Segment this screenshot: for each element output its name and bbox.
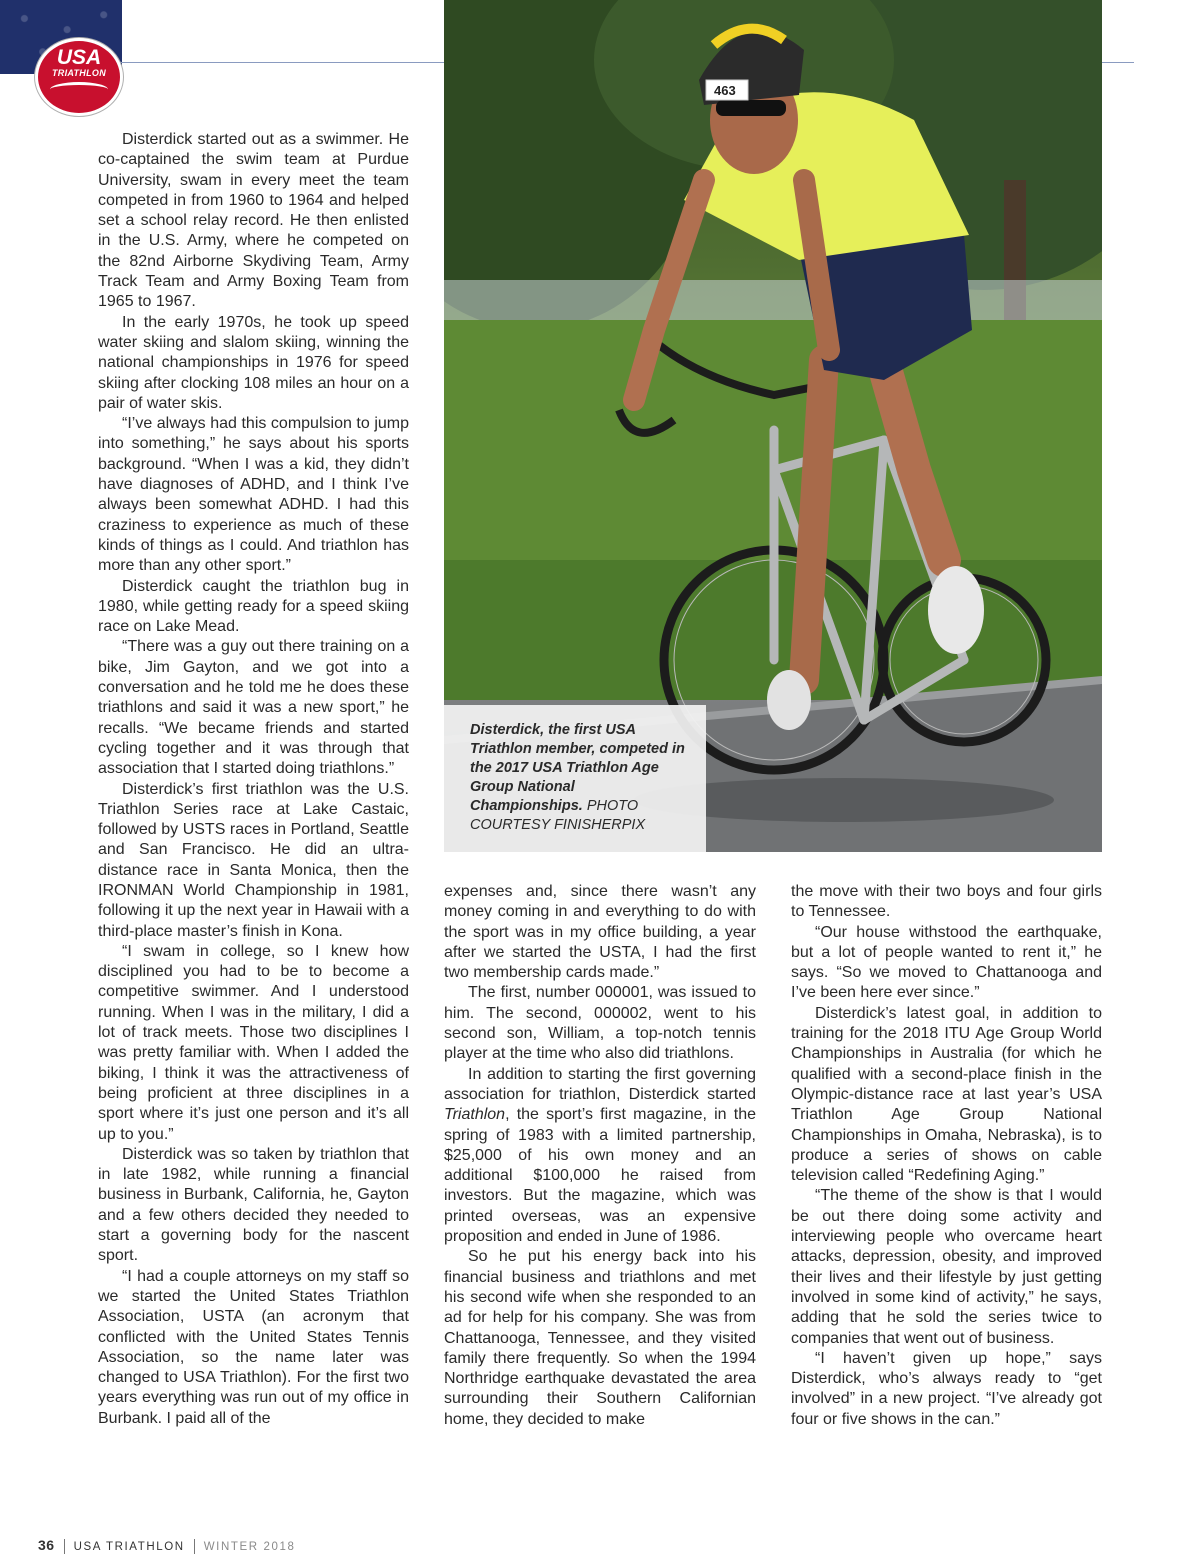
paragraph: Disterdick’s first triathlon was the U.S. Triathlon Series race at Lake Castaic, followed by USTS races in Portland, Seattle and San Francisco. He did an ultra-distance race in Santa Monica, then the IRONMAN World Championship in 1981, following it up the next year in Hawaii with a third-place master’s finish in Kona. — [98, 780, 409, 940]
issue-date: WINTER 2018 — [203, 1541, 296, 1553]
magazine-title: Triathlon — [444, 1106, 506, 1124]
caption-text: Disterdick, the first USA Triathlon member, competed in the 2017 USA Triathlon Age Group National Championships. — [470, 722, 685, 814]
paragraph: Disterdick’s latest goal, in addition to training for the 2018 ITU Age Group World Championships in Australia (for which he qualified with a second-place finish in the Olympic-distance race at last year’s USA Triathlon Age Group National Championships in Omaha, Nebraska), is to produce a series of shows on cable television called “Redefining Aging.” — [791, 1004, 1102, 1185]
race-bib-number: 463 — [714, 83, 736, 98]
photo-caption — [444, 705, 706, 852]
footer-divider — [64, 1539, 65, 1554]
usa-triathlon-logo — [35, 38, 123, 116]
header-rule-left — [117, 62, 444, 63]
paragraph: “There was a guy out there training on a bike, Jim Gayton, and we got into a conversation and he told me he does these triathlons and said it was a new sport,” he recalls. “We became friends and started cycling together and it was through that association that I started doing triathlons.” — [98, 638, 409, 778]
paragraph: Disterdick caught the triathlon bug in 1980, while getting ready for a speed skiing race on Lake Mead. — [98, 577, 409, 636]
paragraph: “I haven’t given up hope,” says Disterdick, who’s always ready to “get involved” in a new project. “I’ve already got four or five shows in the can.” — [791, 1349, 1102, 1428]
paragraph: “I swam in college, so I knew how disciplined you had to be to become a competitive swimmer. And I understood running. When I was in the military, I did a lot of track meets. Those two disciplines I was pretty familiar with. When I added the biking, I think it was the attractiveness of being proficient at three disciplines in a sport where it’s just one person and it’s all up to you.” — [98, 942, 409, 1143]
paragraph: “I had a couple attorneys on my staff so we started the United States Triathlon Association, USTA (an acronym that conflicted with the United States Tennis Association, so the name later was changed to USA Triathlon). For the first two years everything was run out of my office in Burbank. I paid all of the — [98, 1267, 409, 1427]
paragraph: “Our house withstood the earthquake, but a lot of people wanted to rent it,” he says. “So we moved to Chattanooga and I’ve been here ever since.” — [791, 923, 1102, 1002]
paragraph: In the early 1970s, he took up speed water skiing and slalom skiing, winning the national championships in 1976 for speed skiing after clocking 108 miles an hour on a pair of water skis. — [98, 313, 409, 412]
page-footer — [38, 1537, 295, 1554]
header-rule-right — [1102, 62, 1134, 63]
logo-text-usa: USA — [56, 46, 102, 69]
paragraph-continued: expenses and, since there wasn’t any money coming in and everything to do with the sport was in my office building, a year after we started the USTA, I had the first two membership cards made.” — [444, 883, 756, 982]
page-number: 36 — [38, 1537, 55, 1553]
paragraph: “The theme of the show is that I would be out there doing some activity and interviewing people who overcame heart attacks, depression, obesity, and improved their lives and their lifestyle by just getting involved in some kind of activity,” he says, adding that he sold the series twice to companies that went out of business. — [791, 1187, 1102, 1347]
footer-divider — [194, 1539, 195, 1554]
paragraph: “I’ve always had this compulsion to jump into something,” he says about his sports background. “When I was a kid, they didn’t have diagnoses of ADHD, and I think I’ve always been somewhat ADHD. I had this craziness to experience as much of these kinds of things as I could. And triathlon has more than any other sport.” — [98, 415, 409, 575]
paragraph: Disterdick was so taken by triathlon that in late 1982, while running a financial business in Burbank, California, he, Gayton and a few others decided they needed to start a governing body for the nascent sport. — [98, 1145, 409, 1265]
magazine-name: USA TRIATHLON — [73, 1541, 185, 1553]
caption-credit: PHOTO COURTESY FINISHERPIX — [470, 798, 646, 833]
paragraph-text: , the sport’s first magazine, in the spring of 1983 with a limited partnership, $25,000 of his own money and an additional $100,000 he raised from investors. But the magazine, which was printed overseas, was an expensive proposition and ended in June of 1986. — [444, 1106, 756, 1246]
paragraph-continued: the move with their two boys and four girls to Tennessee. — [791, 883, 1102, 921]
article-column-3 — [791, 882, 1102, 1430]
paragraph: The first, number 000001, was issued to him. The second, 000002, went to his second son, William, a top-notch tennis player at the time who also did triathlons. — [444, 984, 756, 1063]
logo-text-triathlon: TRIATHLON — [51, 68, 107, 78]
article-column-2 — [444, 882, 756, 1430]
paragraph-text: In addition to starting the first governing association for triathlon, Disterdick started — [444, 1065, 756, 1103]
paragraph — [444, 1065, 756, 1248]
paragraph: So he put his energy back into his financial business and triathlons and met his second wife when she responded to an ad for help for his company. She was from Chattanooga, Tennessee, and they visited family there frequently. So when the 1994 Northridge earthquake devastated the area surrounding their Southern Californian home, they decided to make — [444, 1248, 756, 1428]
paragraph: Disterdick started out as a swimmer. He co-captained the swim team at Purdue University, swam in every meet the team competed in from 1960 to 1964 and helped set a school relay record. He then enlisted in the U.S. Army, where he competed on the 82nd Airborne Skydiving Team, Army Track Team and Army Boxing Team from 1965 to 1967. — [98, 131, 409, 311]
cyclist-photo — [444, 0, 1102, 852]
article-column-1 — [98, 130, 409, 1429]
logo-swoosh — [50, 82, 108, 97]
